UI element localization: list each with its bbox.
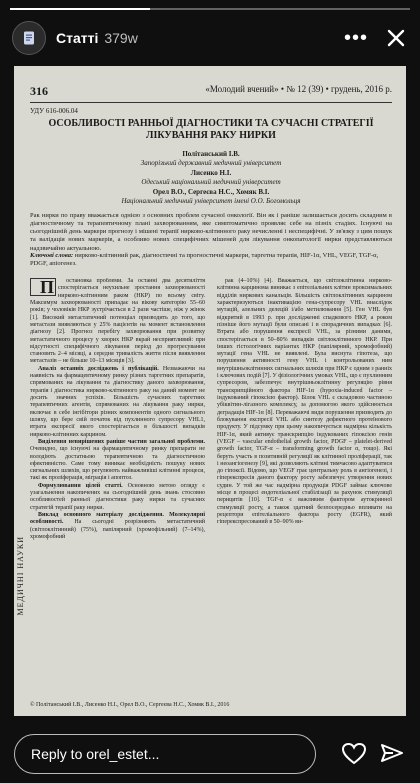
problem-statement: остановка проблеми. За останні два десятиліття спостерігається неухильне зростання захворюваності нирково-клітинним раком (НКР) по всьому світу. Максимум захворюваності припадає на вікову категорію 55–60 років; у чоловіків НКР зустрічається в 2 рази частіше, ніж у жінок [1]. Високий метастатичний потенціал призводить до того, що метастази виявляються у 25% пацієнтів на момент встановлення діагнозу [2]. Прогноз перебігу захворювання при розвитку метастатичного процесу у хворих НКР вкрай несприятливий: при відсутності специфічного лікування період до прогресування становить 2–4 місяці, а середня тривалість життя після виявлення метастазів – не більше 10–13 місяців [3]. xyxy=(30,278,205,365)
avatar[interactable] xyxy=(12,21,46,55)
copyright-footer: © Політанський І.В., Лисенко Н.І., Орел В.О., Сергеєва Н.С., Хомяк В.І., 2016 xyxy=(30,702,230,708)
story-image-paper-page xyxy=(14,66,406,716)
affiliation-1: Запорізький державний медичний університет xyxy=(140,159,282,168)
body-columns xyxy=(30,278,392,694)
paragraph: Очевидно, що існуючі на фармацевтичному ринку препарати не володіють достатньою терапевтичною та діагностичною ефективністю. Саме тому виникає необхідність пошуку нових сигнальних шляхів, що регулюють найважливіші клітинні процеси, такі як проліферація, міграція і апоптоз. xyxy=(30,446,205,482)
story-progress-bar xyxy=(10,8,410,10)
section-heading: Формулювання цілей статті. xyxy=(38,482,123,489)
send-icon[interactable] xyxy=(378,740,406,768)
section-heading: Аналіз останніх досліджень і публікацій. xyxy=(38,365,159,372)
author-1: Політанський І.В. xyxy=(182,150,240,158)
paragraph: На сьогодні розрізняють метастатичний (світлоклітинний) (75%), папілярний (хромофільний) (7–14%), хромофобний xyxy=(30,519,205,540)
author-3: Орел В.О., Сергеєва Н.С., Хомяк В.І. xyxy=(152,187,270,196)
body-column-right xyxy=(217,278,392,694)
story-progress-fill xyxy=(10,8,150,10)
author-2: Лисенко Н.І. xyxy=(190,168,232,177)
reply-input[interactable]: Reply to orel_estet... xyxy=(14,734,316,774)
close-icon[interactable] xyxy=(384,26,408,50)
authors-block xyxy=(30,150,392,207)
paper-running-header xyxy=(30,84,392,99)
keywords-label: Ключові слова: xyxy=(30,252,74,259)
more-options-icon[interactable]: ••• xyxy=(343,27,368,49)
heart-icon[interactable] xyxy=(340,740,368,768)
keywords-text: нирково-клітинний рак, діагностичні та прогностичні маркери, таргетна терапія, HIF-1α, VHL, VEGF, TGF-α, PDGF, апіогенез. xyxy=(30,252,379,268)
paragraph: Основною метою огляду є узагальнення накопичених на сьогоднішній день знань стосовно особливостей ранньої діагностики раку нирки та сучасних стратегій терапії раку нирки. xyxy=(30,482,205,511)
affiliation-2: Одеський національний медичний університет xyxy=(141,178,281,187)
section-heading: Виділення невирішених раніше частин загальної проблеми. xyxy=(38,438,205,445)
paragraph: Незважаючи на наявність на фармацевтичному ринку різних таргетних препаратів, спрямованих на лікування та діагностику даного захворювання, терапія і діагностика нирково-клітинного раку на даний момент не досить значних успіхів. Більшість сучасних таргетних терапевтичних агентів, спрямованих на лікування раку нирки, включає в себе інгібітори різних компонентів одного сигнального шляху, що бере свій початок від пухлинного супресору VHL1, втрата експресії якого спостерігається в більшості випадків нирково-клітинних карцином. xyxy=(30,365,205,438)
drop-cap: П xyxy=(30,278,56,296)
side-section-label: МЕДИЧНІ НАУКИ xyxy=(16,536,25,616)
body-column-left xyxy=(30,278,205,694)
story-bottom-bar xyxy=(0,725,420,783)
udk-code: УДУ 616-006.04 xyxy=(30,107,78,115)
story-timestamp: 379w xyxy=(104,30,138,46)
header-divider xyxy=(30,102,392,103)
keywords xyxy=(30,252,392,268)
paragraph: рак (4–10%) [4]. Вважається, що світлоклітинна нирково-клітинна карцинома виникає з епітеліальних клітин проксимальних відділів ниркових канальців. Більшість світлоклітинних карцином характеризуються інактивацією гена-супресору VHL внаслідок мутацій, алельних делецій і/або метилювання [5]. Ген VHL був відкритий в 1993 р. при дослідженні спадкового НКР, а роком пізніше його мутації були описані і в спорадичних випадках [6]. Втрата або порушення експресії VHL, за різними даними, спостерігається в 50–80% випадків світлоклітинного НКР. При інших гістологічних варіантах НКР (папілярний, хромофобний) мутації гена VHL не виявлені. Була виснута гіпотеза, що порушення активності гену VHL і контрольованих ним внутрішньоклітинних сигнальних шляхів при НКР є одним з ранніх і ключових подій [7]. У фізіологічних умовах VHL, що є пухлинним супресором, забезпечує внутрішньоклітинну регуляцію рівня транскрипційного фактора HIF-1α (hypoxia-induced factor – індукований гіпоксією фактор). Білок VHL є складовою частиною убіквітин-лігазного комплексу, за допомогою якого здійснюється деградація HIF-1α [8]. Переважаючі види порушення призводять до блокування експресії VHL або синтезу дефектного протеїнового продукту. У підсумку при цьому накопичується надмірна кількість HIF-1α, який активує транскрипцію індукованих гіпоксією генів (VEGF – vascular endothelial growth factor, PDGF – platelet-derived growth factor, TGF-α – transforming growth factor α, тощо). Які беруть участь в позитивній регуляції як клітинної проліферації, так і неоангіогенезу [9], які дозволяють клітині тимчасово адаптуватися до гіпоксії. Відомо, що VEGF грає центральну роль в ангіогенезі, і гіперекспресія даного фактору росту забезпечує утворення нових судин. У той же час надмірна продукція PDGF займає ключове місце в процесі ендотеліальної стабілізації за рахунок стимуляції перицитів [10]. TGF-α є важливим фактором аутокринної стимуляції росту, а також здатний безпосередньо впливати на рецептори епітеліального фактора росту (EGFR), який гіперекспресований в 50–90% ви- xyxy=(217,278,392,526)
page-number: 316 xyxy=(30,84,48,98)
story-account-name[interactable]: Статті xyxy=(56,30,99,46)
section-heading: Виклад основного матеріалу дослідження. Молекулярні особливості. xyxy=(30,512,205,526)
journal-name: «Молодий вчений» • № 12 (39) • грудень, 2016 р. xyxy=(205,84,392,94)
story-header xyxy=(12,18,408,58)
affiliation-3: Національний медичний університет імені О.О. Богомольця xyxy=(121,197,301,206)
document-icon xyxy=(21,30,37,46)
abstract: Рак нирки по праву вважається однією з основних проблем сучасної онкології. Він як і раніше залишається досить складним в діагностичному та терапевтичному плані захворюванням, яке симптоматично проявляє себе на пізніх стадіях. Існуючі на сьогоднішній день маркери прогнозу і мішені терапії нирково-клітинного раку нечисленні і неспецифічні. У зв'язку з цим пошук та валідація нових маркерів, а особливо нових специфічних мішеней для лікування онкопатології нирки представляються надзвичайно актуальною. xyxy=(30,212,392,252)
article-title: ОСОБЛИВОСТІ РАННЬОЇ ДІАГНОСТИКИ ТА СУЧАСНІ СТРАТЕГІЇ ЛІКУВАННЯ РАКУ НИРКИ xyxy=(48,118,374,141)
